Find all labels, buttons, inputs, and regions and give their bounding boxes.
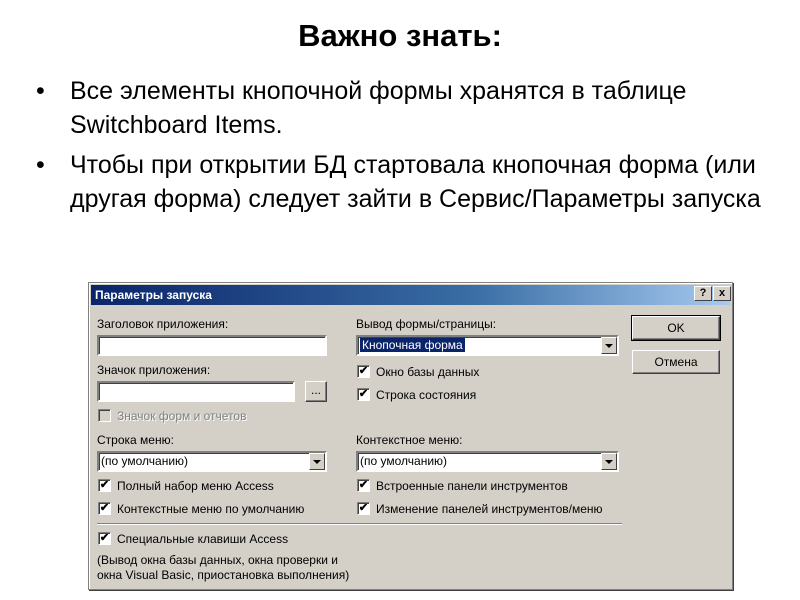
divider — [97, 523, 622, 525]
status-bar-label: Строка состояния — [376, 388, 477, 402]
menu-bar-select[interactable] — [97, 451, 327, 472]
app-title-input[interactable] — [97, 335, 327, 356]
toolbar-changes-label: Изменение панелей инструментов/меню — [376, 502, 603, 516]
app-title-label: Заголовок приложения: — [97, 317, 229, 331]
display-form-select[interactable] — [356, 335, 619, 356]
default-shortcut-menus-label: Контекстные меню по умолчанию — [117, 502, 305, 516]
bullet-dot-icon: • — [36, 151, 45, 179]
builtin-toolbars-checkbox[interactable]: ✔ — [358, 479, 369, 491]
bullet-item — [30, 148, 790, 216]
chevron-down-icon[interactable] — [601, 453, 617, 470]
app-icon-label: Значок приложения: — [97, 363, 211, 377]
full-menus-checkbox[interactable]: ✔ — [99, 479, 110, 491]
slide-title: Важно знать: — [298, 18, 502, 53]
form-icon-label: Значок форм и отчетов — [117, 409, 247, 423]
shortcut-menu-select[interactable] — [356, 451, 619, 472]
close-button[interactable]: x — [713, 286, 731, 301]
special-keys-checkbox[interactable]: ✔ — [99, 532, 110, 544]
bullet-dot-icon: • — [36, 77, 45, 105]
dialog-titlebar[interactable] — [91, 285, 730, 305]
dialog-title: Параметры запуска — [95, 288, 212, 302]
default-shortcut-menus-checkbox[interactable]: ✔ — [99, 502, 110, 514]
special-keys-label: Специальные клавиши Access — [117, 532, 289, 546]
bullet-item — [30, 74, 790, 142]
bullet-list — [30, 74, 790, 222]
startup-settings-dialog — [88, 282, 733, 590]
builtin-toolbars-label: Встроенные панели инструментов — [376, 479, 568, 493]
chevron-down-icon[interactable] — [309, 453, 325, 470]
status-bar-checkbox[interactable]: ✔ — [358, 388, 369, 400]
app-icon-input[interactable] — [97, 381, 295, 402]
ok-button[interactable]: OK — [632, 316, 720, 340]
chevron-down-icon[interactable] — [601, 337, 617, 354]
database-window-label: Окно базы данных — [376, 365, 480, 379]
help-button[interactable]: ? — [694, 286, 712, 301]
menu-bar-value: (по умолчанию) — [101, 454, 189, 468]
shortcut-menu-value: (по умолчанию) — [360, 454, 448, 468]
bullet-text: Все элементы кнопочной формы хранятся в таблице Switchboard Items. — [70, 77, 687, 139]
cancel-button[interactable]: Отмена — [632, 350, 720, 374]
form-icon-checkbox[interactable] — [98, 409, 111, 422]
display-form-label: Вывод формы/страницы: — [356, 317, 497, 331]
bullet-text: Чтобы при открытии БД стартовала кнопочная форма (или другая форма) следует зайти в Сервис/Параметры запуска — [70, 151, 761, 213]
browse-button[interactable]: ... — [305, 381, 327, 402]
special-keys-note: (Вывод окна базы данных, окна проверки и — [97, 553, 338, 567]
full-menus-label: Полный набор меню Access — [117, 479, 274, 493]
display-form-value: Кнопочная форма — [362, 338, 463, 352]
menu-bar-label: Строка меню: — [97, 433, 174, 447]
shortcut-menu-label: Контекстное меню: — [356, 433, 463, 447]
toolbar-changes-checkbox[interactable]: ✔ — [358, 502, 369, 514]
special-keys-note: окна Visual Basic, приостановка выполнения) — [97, 568, 350, 582]
database-window-checkbox[interactable]: ✔ — [358, 365, 369, 377]
